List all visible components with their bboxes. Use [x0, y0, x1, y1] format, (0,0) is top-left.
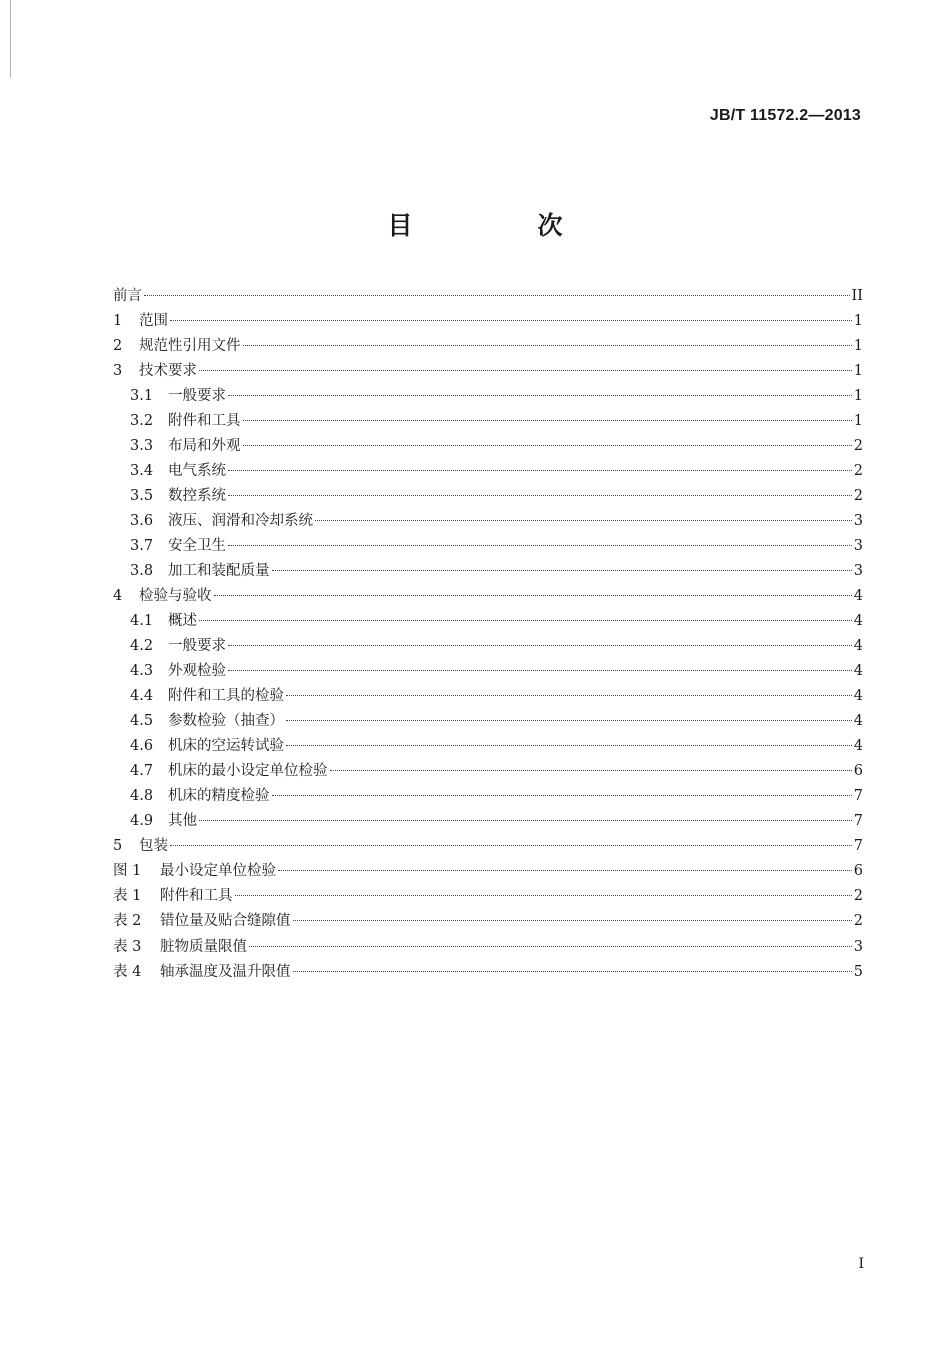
dot-leader	[228, 395, 852, 396]
toc-entry-page: 5	[853, 963, 863, 980]
toc-entry-4-1[interactable]	[113, 609, 863, 634]
toc-entry-number: 3.1	[130, 388, 154, 404]
toc-entry-page: 6	[853, 763, 863, 779]
toc-entry-number: 4.3	[130, 663, 154, 679]
toc-entry-figure-1[interactable]	[113, 859, 863, 884]
toc-entry-table-1[interactable]	[113, 884, 863, 909]
toc-entry-3[interactable]	[113, 359, 863, 384]
toc-entry-label: 附件和工具的检验	[168, 688, 284, 704]
toc-entry-2[interactable]	[113, 334, 863, 359]
dot-leader	[286, 720, 852, 721]
toc-entry-label: 参数检验（抽查）	[168, 713, 284, 729]
toc-entry-page: 7	[853, 838, 863, 854]
toc-entry-label: 安全卫生	[168, 538, 226, 554]
toc-entry-page: 4	[853, 663, 863, 679]
dot-leader	[286, 745, 852, 746]
toc-entry-3-1[interactable]	[113, 384, 863, 409]
toc-entry-label: 液压、润滑和冷却系统	[168, 513, 313, 529]
dot-leader	[272, 795, 852, 796]
toc-entry-label: 概述	[168, 613, 197, 629]
toc-entry-page: 6	[853, 863, 863, 879]
toc-entry-4-8[interactable]	[113, 784, 863, 809]
toc-entry-number: 图 1	[113, 863, 142, 879]
toc-entry-5[interactable]	[113, 834, 863, 859]
toc-entry-number: 表 2	[113, 913, 142, 930]
dot-leader	[235, 895, 852, 896]
toc-entry-page: 7	[853, 788, 863, 804]
dot-leader	[330, 770, 852, 771]
toc-entry-3-8[interactable]	[113, 559, 863, 584]
toc-entry-number: 2	[113, 338, 123, 354]
toc-entry-number: 表 3	[113, 938, 142, 955]
toc-entry-number: 3.6	[130, 513, 154, 529]
dot-leader	[228, 495, 852, 496]
document-code: JB/T 11572.2—2013	[709, 107, 861, 124]
toc-entry-page: 1	[853, 313, 863, 329]
toc-entry-number: 4.4	[130, 688, 154, 704]
toc-entry-number: 表 1	[113, 888, 142, 905]
dot-leader	[170, 845, 852, 846]
dot-leader	[199, 370, 852, 371]
dot-leader	[228, 545, 852, 546]
dot-leader	[228, 645, 852, 646]
toc-entry-3-6[interactable]	[113, 509, 863, 534]
toc-entry-page: 2	[853, 913, 863, 930]
toc-entry-label: 技术要求	[139, 363, 197, 379]
toc-entry-label: 机床的精度检验	[168, 788, 270, 804]
toc-entry-page: 2	[853, 438, 863, 454]
toc-entry-page: 3	[853, 563, 863, 579]
dot-leader	[144, 295, 850, 296]
toc-entry-page: 2	[853, 488, 863, 504]
toc-entry-page: 4	[853, 638, 863, 654]
toc-entry-number: 1	[113, 313, 123, 329]
toc-entry-page: 4	[853, 588, 863, 604]
toc-entry-label: 范围	[139, 313, 168, 329]
toc-entry-page: 7	[853, 813, 863, 829]
dot-leader	[243, 445, 852, 446]
toc-entry-page: 1	[853, 413, 863, 429]
toc-entry-page: 3	[853, 538, 863, 554]
toc-entry-page: 1	[853, 363, 863, 379]
toc-entry-label: 布局和外观	[168, 438, 241, 454]
toc-entry-number: 4.7	[130, 763, 154, 779]
toc-entry-page: 2	[853, 888, 863, 905]
toc-entry-table-3[interactable]	[113, 935, 863, 960]
toc-entry-number: 4.8	[130, 788, 154, 804]
dot-leader	[272, 570, 852, 571]
toc-entry-number: 4.1	[130, 613, 154, 629]
dot-leader	[293, 920, 852, 921]
toc-entry-number: 4.6	[130, 738, 154, 754]
toc-entry-number: 4	[113, 588, 123, 604]
toc-entry-page: 4	[853, 713, 863, 729]
toc-entry-number: 3.3	[130, 438, 154, 454]
dot-leader	[228, 670, 852, 671]
toc-entry-label: 机床的空运转试验	[168, 738, 284, 754]
toc-entry-4-5[interactable]	[113, 709, 863, 734]
dot-leader	[214, 595, 852, 596]
toc-entry-page: 4	[853, 688, 863, 704]
toc-entry-4-4[interactable]	[113, 684, 863, 709]
toc-entry-number: 3.4	[130, 463, 154, 479]
toc-entry-3-7[interactable]	[113, 534, 863, 559]
dot-leader	[228, 470, 852, 471]
toc-entry-label: 一般要求	[168, 388, 226, 404]
toc-entry-label: 外观检验	[168, 663, 226, 679]
toc-title: 目 次	[387, 211, 613, 240]
dot-leader	[243, 345, 852, 346]
toc-entry-page: 3	[853, 513, 863, 529]
toc-entry-number: 4.2	[130, 638, 154, 654]
toc-entry-1[interactable]	[113, 309, 863, 334]
scan-edge-line	[10, 0, 11, 78]
toc-entry-page: 2	[853, 463, 863, 479]
toc-entry-4[interactable]	[113, 584, 863, 609]
toc-entry-3-3[interactable]	[113, 434, 863, 459]
toc-entry-label: 数控系统	[168, 488, 226, 504]
toc-entry-label: 规范性引用文件	[139, 338, 241, 354]
toc-entry-label: 机床的最小设定单位检验	[168, 763, 328, 779]
toc-entry-label: 错位量及贴合缝隙值	[160, 913, 291, 930]
toc-entry-page: 3	[853, 938, 863, 955]
toc-entry-label: 一般要求	[168, 638, 226, 654]
dot-leader	[243, 420, 852, 421]
toc-entry-3-2[interactable]	[113, 409, 863, 434]
toc-entry-4-9[interactable]	[113, 809, 863, 834]
toc-entry-label: 最小设定单位检验	[160, 863, 276, 879]
toc-entry-page: 1	[853, 338, 863, 354]
toc-entry-page: 1	[853, 388, 863, 404]
toc-entry-number: 3.8	[130, 563, 154, 579]
toc-entry-number: 3.7	[130, 538, 154, 554]
dot-leader	[293, 971, 852, 972]
toc-entry-label: 脏物质量限值	[160, 938, 247, 955]
toc-entry-label: 加工和装配质量	[168, 563, 270, 579]
page-number: I	[858, 1256, 864, 1272]
toc-entry-number: 5	[113, 838, 123, 854]
toc-entry-4-6[interactable]	[113, 734, 863, 759]
toc-entry-4-2[interactable]	[113, 634, 863, 659]
toc-entry-table-4[interactable]	[113, 960, 863, 985]
toc-entry-number: 3.5	[130, 488, 154, 504]
dot-leader	[170, 320, 852, 321]
toc-entry-label: 附件和工具	[160, 888, 233, 905]
toc-entry-label: 轴承温度及温升限值	[160, 963, 291, 980]
toc-entry-number: 4.9	[130, 813, 154, 829]
dot-leader	[199, 620, 852, 621]
toc-entry-number: 3	[113, 363, 123, 379]
toc-entry-4-3[interactable]	[113, 659, 863, 684]
dot-leader	[199, 820, 852, 821]
dot-leader	[249, 946, 852, 947]
toc-entry-foreword[interactable]	[113, 284, 863, 309]
dot-leader	[278, 870, 852, 871]
dot-leader	[315, 520, 852, 521]
toc-entry-label: 附件和工具	[168, 413, 241, 429]
toc-entry-3-4[interactable]	[113, 459, 863, 484]
toc-entry-number: 表 4	[113, 963, 142, 980]
toc-entry-3-5[interactable]	[113, 484, 863, 509]
toc-entry-number: 4.5	[130, 713, 154, 729]
toc-entry-4-7[interactable]	[113, 759, 863, 784]
toc-entry-page: II	[851, 288, 863, 304]
dot-leader	[286, 695, 852, 696]
toc-entry-page: 4	[853, 613, 863, 629]
toc-entry-table-2[interactable]	[113, 909, 863, 934]
toc-entry-label: 电气系统	[168, 463, 226, 479]
table-of-contents	[113, 284, 863, 985]
toc-entry-page: 4	[853, 738, 863, 754]
toc-entry-label: 其他	[168, 813, 197, 829]
toc-entry-number: 3.2	[130, 413, 154, 429]
toc-entry-label: 检验与验收	[139, 588, 212, 604]
toc-entry-label: 前言	[113, 288, 142, 304]
toc-entry-label: 包装	[139, 838, 168, 854]
